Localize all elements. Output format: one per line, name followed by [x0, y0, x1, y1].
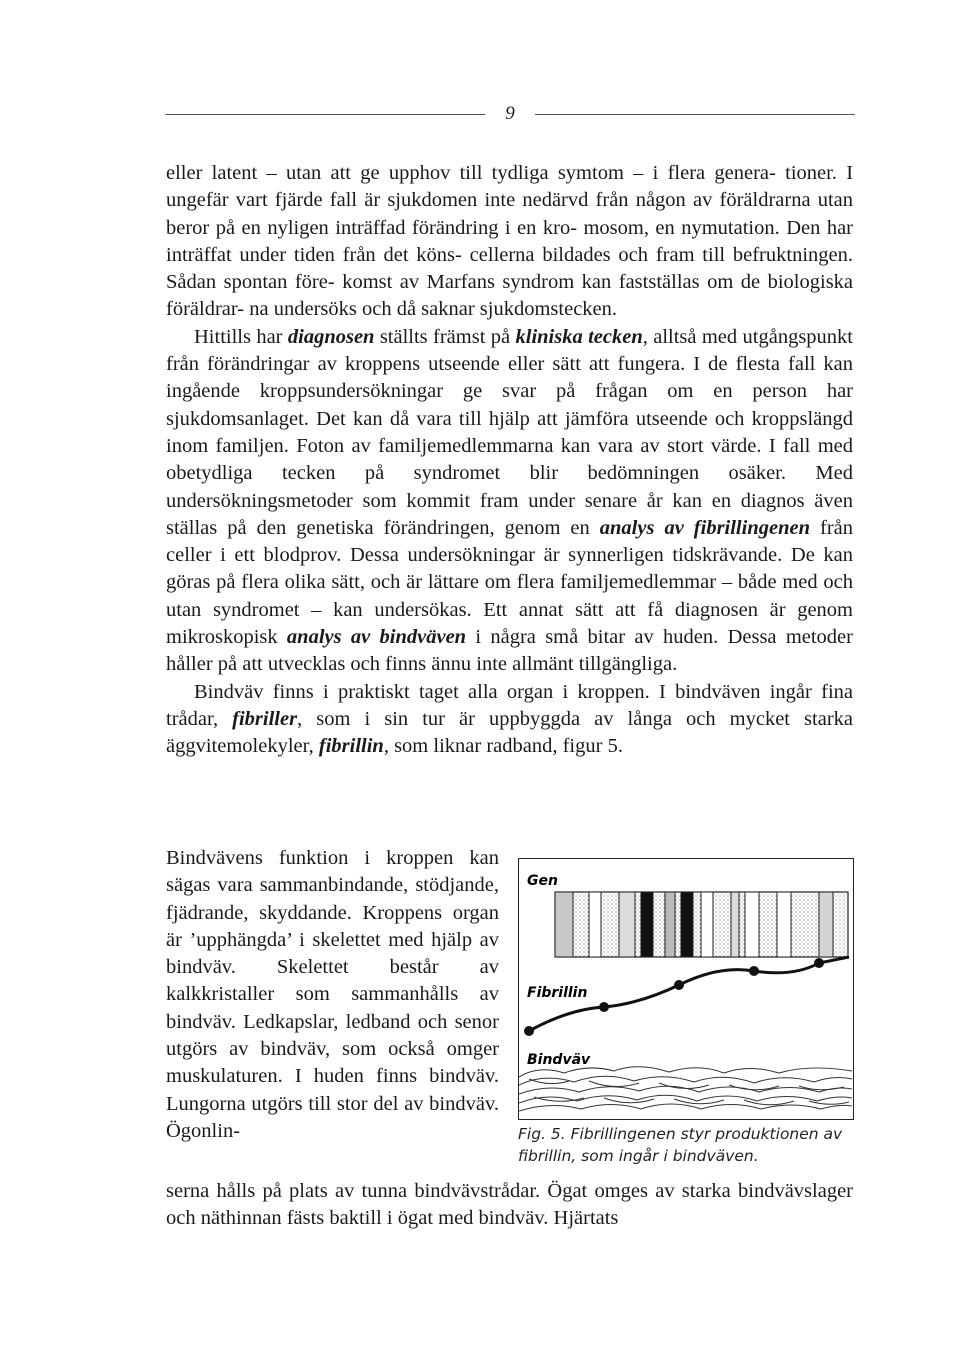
keyword-kliniska-tecken: kliniska tecken — [515, 325, 643, 348]
paragraph-2 — [166, 324, 853, 679]
text-run: Bindväv finns i praktiskt taget alla organ i kroppen. I bindväven ingår fina trådar, — [166, 680, 853, 730]
text-line: omger muskulaturen. I huden — [166, 1038, 499, 1088]
text-run: Hittills har — [194, 325, 288, 348]
paragraph-4 — [166, 845, 499, 1145]
gene-bar — [555, 892, 848, 957]
text-line: Ledkapslar, ledband och senor — [243, 1010, 499, 1033]
connective-tissue — [519, 1067, 852, 1111]
text-line: kan sägas vara sammanbindande, — [166, 847, 499, 897]
label-fibrillin: Fibrillin — [527, 985, 588, 1001]
figure-5 — [518, 858, 854, 1120]
paragraph-1 — [166, 160, 853, 324]
text-line: Skelettet består av kalkkristaller — [166, 956, 500, 1006]
paragraph-3 — [166, 679, 853, 761]
header-rule-right — [535, 114, 855, 115]
text-run: , alltså med utgångspunkt från förändringar av kroppens utseende eller sätt att fungera. I de flesta fall kan ingående kroppsundersökningar ge svar på frågan om en person har sjukdomsanlaget. Det kan då vara till hjälp att jämföra utseende och kroppslängd inom familjen. Foton av familjemedlemmarna kan vara av stort värde. I fall med obetydliga tecken på syndromet blir bedömningen osäker. Med undersökningsmetoder som kommit fram under senare år kan en diagnos även ställas på den genetiska förändringen, genom en — [166, 325, 853, 539]
text-line: Kroppens organ är ’upphängda’ i — [166, 901, 500, 951]
label-bindvav: Bindväv — [527, 1052, 591, 1068]
caption-line: Fig. 5. Fibrillingenen styr produktionen av — [518, 1125, 843, 1143]
keyword-analys-fibrillingenen: analys av fibrillingenen — [599, 516, 810, 539]
body-text-top — [166, 160, 853, 761]
text-line: skelettet med hjälp av bindväv. — [166, 928, 500, 979]
text-line: utgörs av bindväv, som också — [166, 1038, 435, 1061]
text-line: komst av Marfans syndrom kan fastställas om de biologiska föräldrar- — [166, 271, 854, 321]
text-line: na undersöks och då saknar sjukdomstecken. — [249, 298, 618, 321]
caption-line: fibrillin, som ingår i bindväven. — [518, 1147, 759, 1165]
text-run: , som liknar radband, figur 5. — [383, 735, 623, 758]
text-line: Bindvävens funktion i kroppen — [166, 847, 454, 869]
text-line: serna hålls på plats av tunna bindvävstrådar. Ögat omges av starka — [166, 1180, 731, 1202]
text-line: av föräldrarna utan beror på en nyligen inträffad förändring i en kro- — [166, 189, 853, 239]
text-run: i några små bitar av huden. Dessa metoder håller på att utvecklas och finns ännu inte allmänt tillgängliga. — [166, 626, 853, 676]
text-line: bindvävslager och näthinnan fästs baktill i ögat med bindväv. Hjärtats — [166, 1180, 853, 1230]
keyword-diagnosen: diagnosen — [287, 325, 375, 348]
text-line: eller latent – utan att ge upphov till tydliga symtom – i flera genera- — [166, 162, 776, 184]
keyword-fibrillin: fibrillin — [318, 735, 384, 758]
figure-illustration — [519, 859, 852, 1118]
text-line: som sammanhålls av bindväv. — [166, 983, 500, 1033]
header-rule-left — [165, 114, 485, 115]
text-run: ställts främst på — [374, 325, 516, 348]
text-line: tioner. I ungefär vart fjärde fall är sjukdomen inte nedärvd från någon — [166, 162, 854, 212]
text-line: cellerna bildades och fram till befruktningen. Sådan spontan före- — [166, 243, 853, 294]
body-text-bottom — [166, 1178, 853, 1233]
text-run: från celler i ett blodprov. Dessa undersökningar är synnerligen tidskrävande. De kan göras på flera olika sätt, och är lättare om flera familjemedlemmar – både med och utan syndromet – kan undersökas. Ett annat sätt att få diagnosen är genom mikroskopisk — [166, 516, 853, 649]
page-number: 9 — [505, 103, 515, 124]
keyword-analys-bindvaven: analys av bindväven — [286, 626, 467, 649]
body-text-narrow — [166, 845, 499, 1145]
keyword-fibriller: fibriller — [232, 707, 298, 730]
label-gen: Gen — [527, 873, 558, 889]
figure-caption — [518, 1123, 858, 1167]
text-line: mosom, en nymutation. Den har inträffat under tiden från det köns- — [166, 216, 853, 266]
paragraph-4-continued — [166, 1178, 853, 1233]
text-line: till stor del av bindväv. Ögonlin- — [166, 1092, 500, 1142]
text-line: stödjande, fjädrande, skyddande. — [166, 874, 500, 924]
text-line: finns bindväv. Lungorna utgörs — [166, 1065, 500, 1115]
text-run: , som i sin tur är uppbyggda av långa och mycket starka äggvitemolekyler, — [166, 707, 853, 758]
